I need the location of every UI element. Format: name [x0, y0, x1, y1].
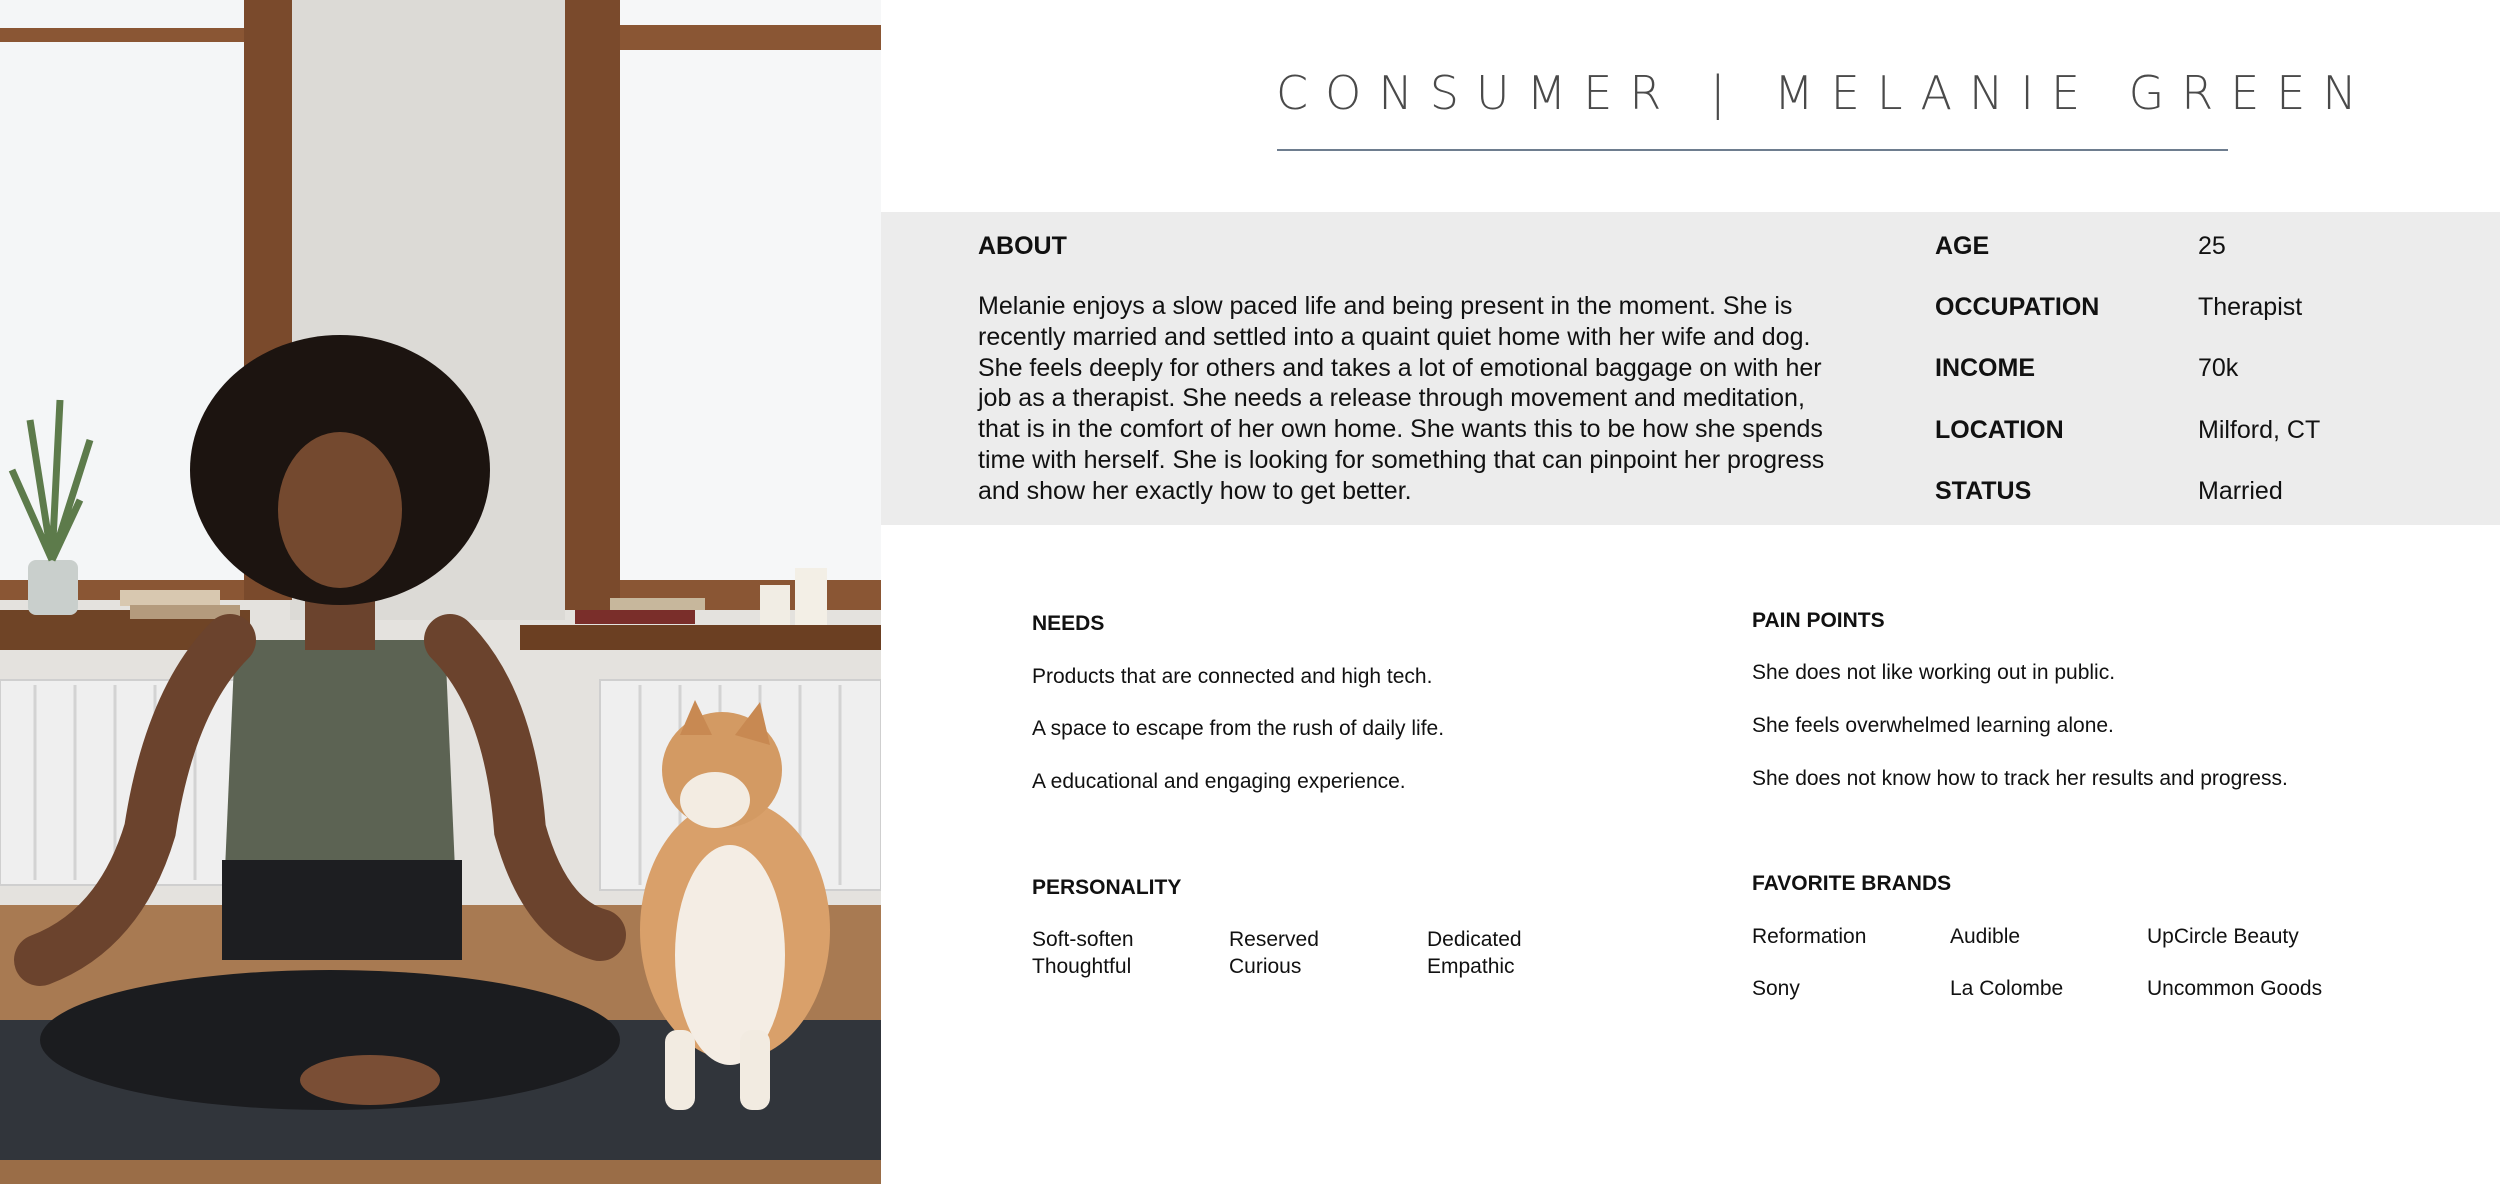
brand-item: Reformation — [1752, 925, 1867, 948]
personality-trait: Reserved — [1229, 928, 1319, 951]
needs-heading: NEEDS — [1032, 612, 1105, 635]
brand-item: Audible — [1950, 925, 2021, 948]
pain-point-item: She does not like working out in public. — [1752, 661, 2116, 684]
about-heading: ABOUT — [978, 232, 1067, 260]
pain-point-item: She does not know how to track her results and progress. — [1752, 767, 2288, 790]
brand-item: Uncommon Goods — [2147, 977, 2323, 1000]
personality-trait: Dedicated — [1427, 928, 1522, 951]
personality-trait: Empathic — [1427, 955, 1515, 978]
persona-photo — [0, 0, 881, 1184]
stat-label-location: LOCATION — [1935, 416, 2064, 444]
stat-value-status: Married — [2198, 477, 2283, 505]
favorite-brands-heading: FAVORITE BRANDS — [1752, 872, 1952, 895]
stat-label-age: AGE — [1935, 232, 1990, 260]
pain-points-heading: PAIN POINTS — [1752, 609, 1885, 632]
stat-value-occupation: Therapist — [2198, 293, 2303, 321]
title-underline — [1277, 149, 2228, 151]
stat-label-status: STATUS — [1935, 477, 2032, 505]
woman-meditating-with-dog-photo — [0, 0, 881, 1184]
brand-item: Sony — [1752, 977, 1800, 1000]
page-title: CONSUMER | MELANIE GREEN — [1276, 66, 2374, 120]
pain-point-item: She feels overwhelmed learning alone. — [1752, 714, 2114, 737]
stat-value-age: 25 — [2198, 232, 2226, 260]
stat-value-location: Milford, CT — [2198, 416, 2321, 444]
needs-item: A educational and engaging experience. — [1032, 770, 1406, 793]
stat-value-income: 70k — [2198, 354, 2239, 382]
brand-item: La Colombe — [1950, 977, 2064, 1000]
needs-item: Products that are connected and high tech. — [1032, 665, 1433, 688]
needs-item: A space to escape from the rush of daily life. — [1032, 717, 1445, 740]
stat-label-occupation: OCCUPATION — [1935, 293, 2100, 321]
personality-trait: Curious — [1229, 955, 1302, 978]
brand-item: UpCircle Beauty — [2147, 925, 2299, 948]
stat-label-income: INCOME — [1935, 354, 2035, 382]
personality-trait: Soft-soften — [1032, 928, 1134, 951]
personality-trait: Thoughtful — [1032, 955, 1132, 978]
about-text: Melanie enjoys a slow paced life and being present in the moment. She is recently married and settled into a quaint quiet home with her wife and dog. She feels deeply for others and takes a lot of emotional baggage on with her job as a therapist. She needs a release through movement and meditation, that is in the comfort of her own home. She wants this to be how she spends time with herself. She is looking for something that can pinpoint her progress and show her exactly how to get better. — [978, 292, 1825, 505]
personality-heading: PERSONALITY — [1032, 876, 1182, 899]
